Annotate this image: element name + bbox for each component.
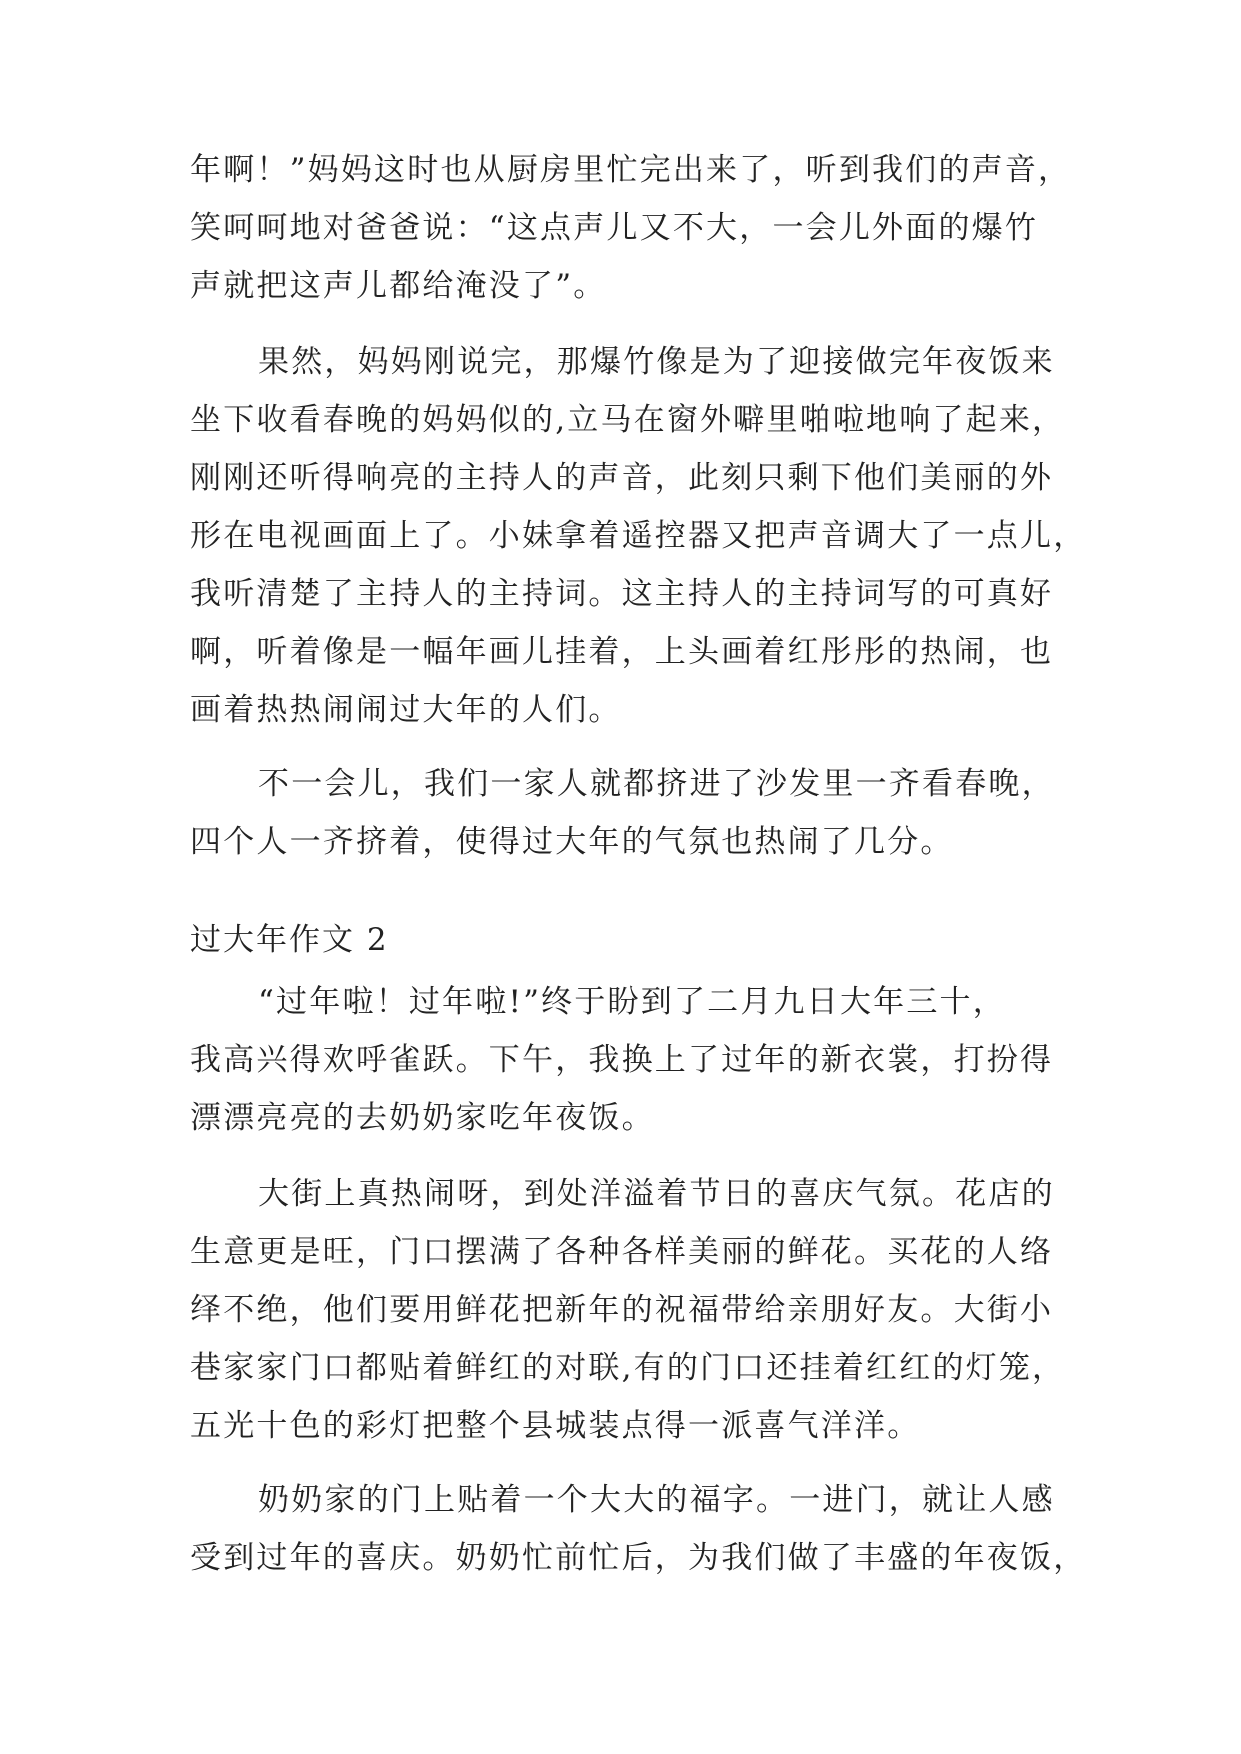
paragraph-line: 漂漂亮亮的去奶奶家吃年夜饭。 [190,1100,655,1136]
paragraph-line: 画着热热闹闹过大年的人们。 [190,692,622,728]
paragraph-line: 果然，妈妈刚说完，那爆竹像是为了迎接做完年夜饭来 [258,344,1055,380]
paragraph-line: 形在电视画面上了。小妹拿着遥控器又把声音调大了一点儿， [190,518,1087,554]
paragraph-line: 刚刚还听得响亮的主持人的声音，此刻只剩下他们美丽的外 [190,460,1054,496]
paragraph-line: 声就把这声儿都给淹没了”。 [190,268,607,304]
essay-title: 过大年作文 2 [190,922,389,958]
paragraph-line: 生意更是旺，门口摆满了各种各样美丽的鲜花。买花的人络 [190,1234,1054,1270]
paragraph-line: 坐下收看春晚的妈妈似的,立马在窗外噼里啪啦地响了起来， [190,402,1066,438]
paragraph-line: 我高兴得欢呼雀跃。下午，我换上了过年的新衣裳，打扮得 [190,1042,1054,1078]
paragraph-line: 笑呵呵地对爸爸说：“这点声儿又不大，一会儿外面的爆竹 [190,210,1039,246]
paragraph-line: 奶奶家的门上贴着一个大大的福字。一进门，就让人感 [258,1482,1055,1518]
paragraph-line: “过年啦！过年啦!”终于盼到了二月九日大年三十， [258,984,1006,1020]
paragraph-line: 巷家家门口都贴着鲜红的对联,有的门口还挂着红红的灯笼， [190,1350,1066,1386]
paragraph-line: 我听清楚了主持人的主持词。这主持人的主持词写的可真好 [190,576,1054,612]
paragraph-line: 受到过年的喜庆。奶奶忙前忙后，为我们做了丰盛的年夜饭， [190,1540,1087,1576]
paragraph-line: 四个人一齐挤着，使得过大年的气氛也热闹了几分。 [190,824,954,860]
paragraph-line: 五光十色的彩灯把整个县城装点得一派喜气洋洋。 [190,1408,921,1444]
paragraph-line: 大街上真热闹呀，到处洋溢着节日的喜庆气氛。花店的 [258,1176,1055,1212]
paragraph-line: 啊，听着像是一幅年画儿挂着，上头画着红彤彤的热闹，也 [190,634,1054,670]
paragraph-line: 不一会儿，我们一家人就都挤进了沙发里一齐看春晚， [258,766,1055,802]
paragraph-line: 年啊！”妈妈这时也从厨房里忙完出来了，听到我们的声音， [190,152,1072,188]
paragraph-line: 绎不绝，他们要用鲜花把新年的祝福带给亲朋好友。大街小 [190,1292,1054,1328]
